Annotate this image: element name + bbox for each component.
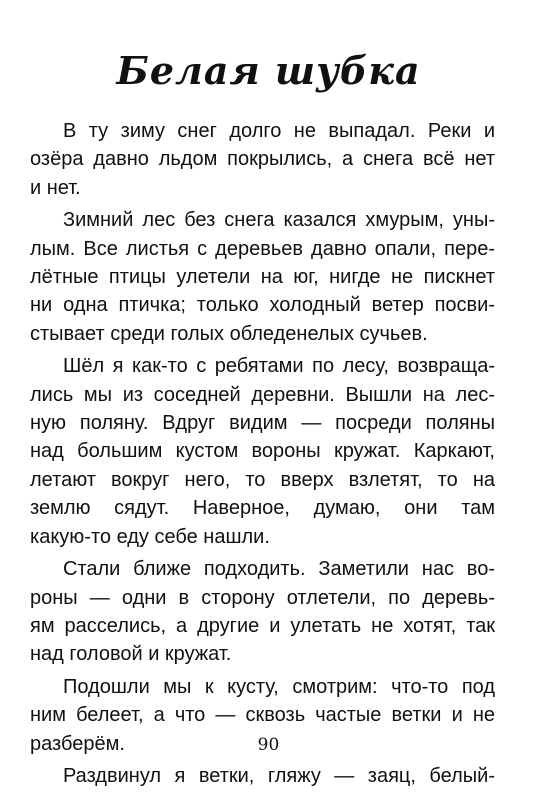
text-line: Раздвинул я ветки, гляжу — заяц, белый- [63,764,495,787]
text-line: лым. Все листья с деревьев давно опали, пере- [30,237,495,260]
paragraph [30,762,495,790]
text-line: ним белеет, а что — сквозь частые ветки и не [30,704,495,727]
paragraph [30,117,495,202]
text-line: Шёл я как-то с ребятами по лесу, возвраща- [63,355,495,378]
text-line: Подошли мы к кусту, смотрим: что-то под [63,675,495,698]
text-line: лётные птицы улетели на юг, нигде не пискнет [30,266,495,289]
text-line: над головой и кружат. [30,643,232,666]
page-title: Белая шубка [116,48,421,93]
text-line: разберём. [30,732,125,755]
text-line: Стали ближе подходить. Заметили нас во- [63,558,495,581]
text-line: землю сядут. Наверное, думаю, они там [30,497,495,520]
text-line: ям расселись, а другие и улетать не хотят, так [30,614,495,637]
text-line: над большим кустом вороны кружат. Каркают, [30,440,495,463]
text-line: и нет. [30,176,81,199]
text-line: лись мы из соседней деревни. Вышли на лес- [30,383,495,406]
text-line: какую-то еду себе нашли. [30,525,270,548]
text-line: ную поляну. Вдруг видим — посреди поляны [30,412,495,435]
text-line: летают вокруг него, то вверх взлетят, то на [30,468,495,491]
paragraph [30,352,495,551]
text-line: озёра давно льдом покрылись, а снега всё нет [30,148,495,171]
paragraph [30,555,495,669]
story-text [30,117,495,794]
page-number: 90 [257,735,280,755]
text-line: стывает среди голых обледенелых сучьев. [30,322,428,345]
text-line: Зимний лес без снега казался хмурым, уны- [63,209,495,232]
paragraph [30,206,495,348]
text-line: В ту зиму снег долго не выпадал. Реки и [63,120,495,142]
text-line: ни одна птичка; только холодный ветер посви- [30,294,495,317]
text-line: роны — одни в сторону отлетели, по деревь- [30,586,495,609]
